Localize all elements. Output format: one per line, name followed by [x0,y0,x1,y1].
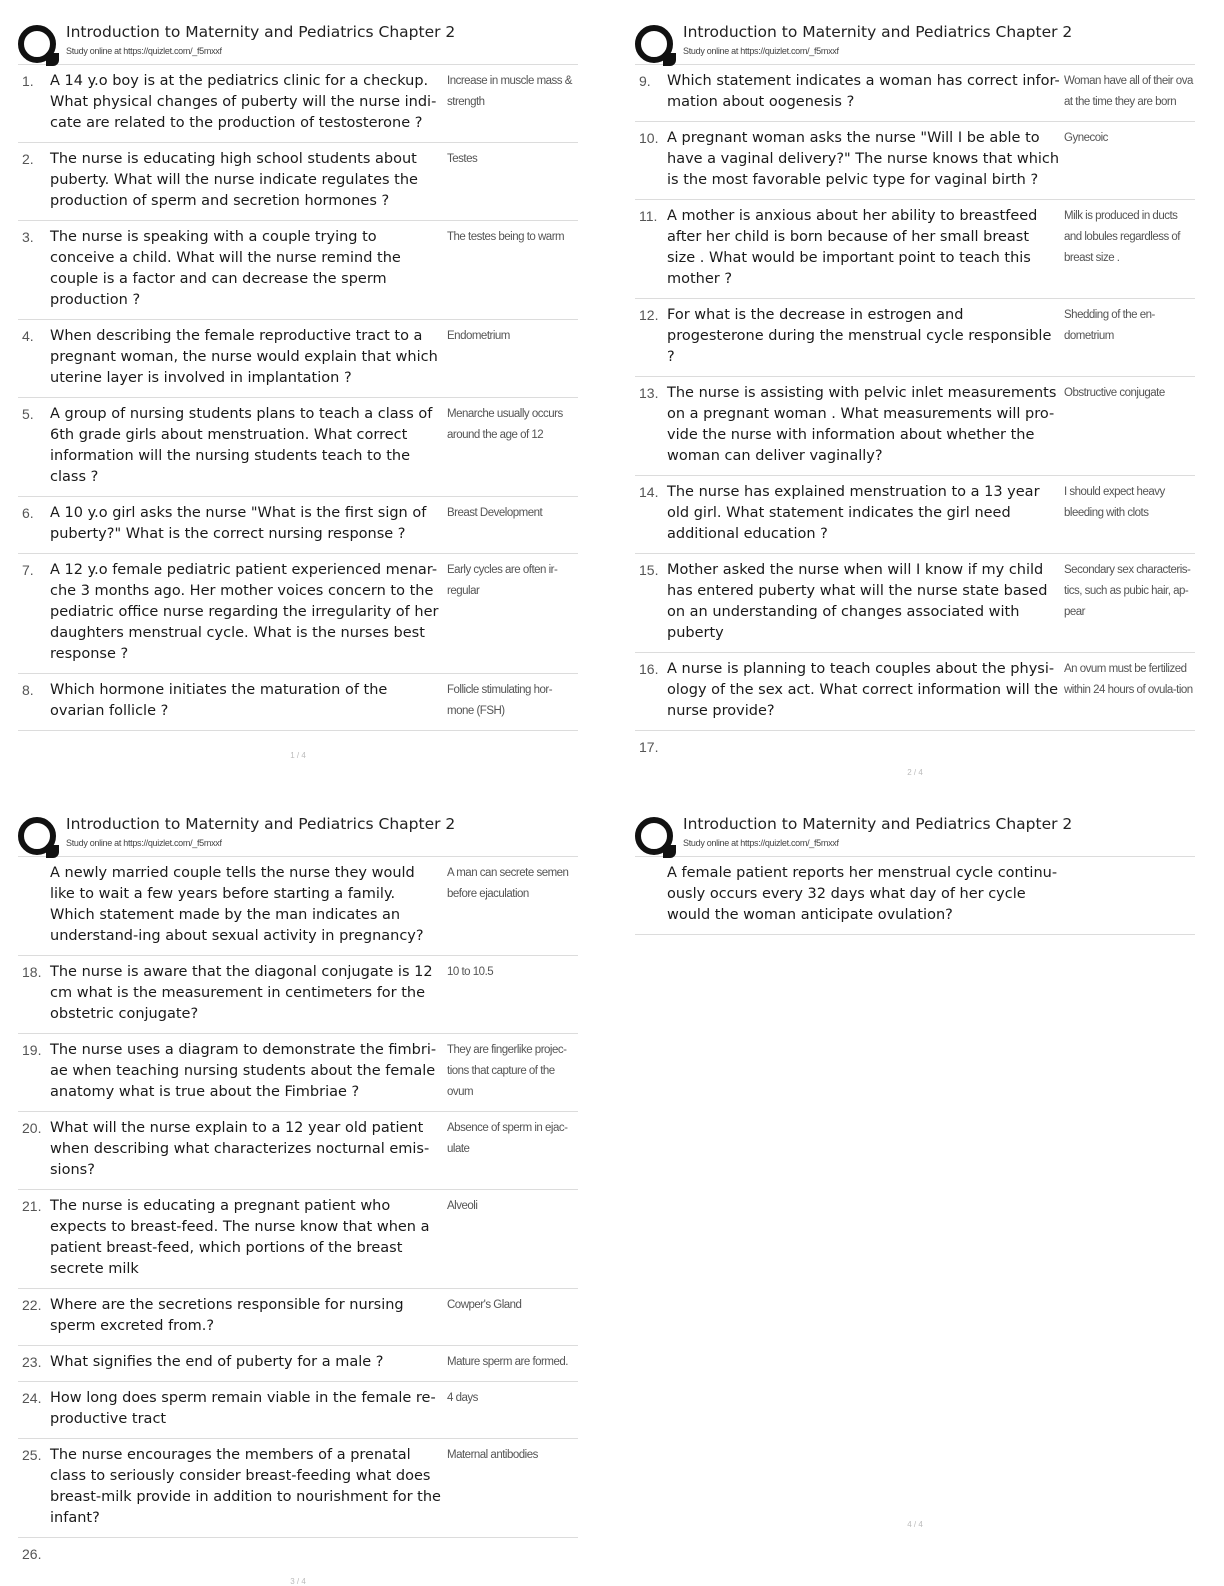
question-row [635,653,1195,731]
question-row [635,554,1195,653]
question-list [18,64,578,731]
quizlet-logo-icon [18,817,56,855]
question-number: 12. [639,307,659,323]
answer-text: 10 to 10.5 [447,966,494,978]
question-number: 22. [22,1297,42,1313]
question-number: 7. [22,562,34,578]
question-text: How long does sperm remain viable in the female re-productive tract [50,1390,436,1427]
question-text: When describing the female reproductive tract to a pregnant woman, the nurse would explain that which uterine layer is involved in implantation ? [50,328,438,386]
question-text: The nurse uses a diagram to demonstrate the fimbri-ae when teaching nursing students about the female anatomy what is true about the Fimbriae ? [50,1042,437,1100]
answer-text: Menarche usually occurs around the age of 12 [447,408,563,441]
question-text: A 14 y.o boy is at the pediatrics clinic for a checkup. What physical changes of puberty will the nurse indi-cate are related to the production of testosterone ? [50,73,437,131]
page-number: 3 / 4 [290,1577,306,1586]
question-text: The nurse is educating high school students about puberty. What will the nurse indicate regulates the production of sperm and secretion hormones ? [50,151,418,209]
answer-text: Mature sperm are formed. [447,1356,568,1368]
question-row-continued [635,856,1195,935]
question-number: 20. [22,1120,42,1136]
question-number: 9. [639,73,651,89]
question-number: 2. [22,151,34,167]
answer-text: I should expect heavy bleeding with clots [1064,486,1165,519]
question-list [635,64,1195,764]
question-text: The nurse is assisting with pelvic inlet measurements on a pregnant woman . What measurements will pro-vide the nurse with information about whether the woman can deliver vaginally? [667,385,1057,464]
question-row [18,1439,578,1538]
question-text: A female patient reports her menstrual cycle continu-ously occurs every 32 days what day of her cycle would the woman anticipate ovulation? [667,865,1058,923]
study-link[interactable]: Study online at https://quizlet.com/_f5mxxf [66,46,222,56]
document-page-2 [635,20,1195,777]
study-link[interactable]: Study online at https://quizlet.com/_f5mxxf [683,838,839,848]
question-row [635,64,1195,122]
question-text: The nurse encourages the members of a prenatal class to seriously consider breast-feeding what does breast-milk provide in addition to nourishment for the infant? [50,1447,441,1526]
question-text: The nurse is educating a pregnant patient who expects to breast-feed. The nurse know that when a patient breast-feed, which portions of the breast secrete milk [50,1198,430,1277]
answer-text: Obstructive conjugate [1064,387,1165,399]
answer-text: An ovum must be fertilized within 24 hours of ovula-tion [1064,663,1193,696]
question-row [18,554,578,674]
question-number: 18. [22,964,42,980]
question-number: 21. [22,1198,42,1214]
answer-text: Breast Development [447,507,543,519]
question-text: A mother is anxious about her ability to breastfeed after her child is born because of her small breast size . What would be important point to teach this mother ? [667,208,1038,287]
question-number: 26. [22,1546,42,1562]
question-number: 6. [22,505,34,521]
question-text: A newly married couple tells the nurse they would like to wait a few years before starting a family. Which statement made by the man indicates an understand-ing about sexual activity in pregnancy? [50,865,424,944]
answer-text: Increase in muscle mass & strength [447,75,572,108]
question-number: 23. [22,1354,42,1370]
page-title: Introduction to Maternity and Pediatrics Chapter 2 [683,815,1073,833]
page-header [635,20,1195,64]
page-header [635,812,1195,856]
answer-text: Woman have all of their ova at the time they are born [1064,75,1193,108]
document-page-4 [635,812,1195,1529]
answer-text: They are fingerlike projec-tions that capture of the ovum [447,1044,567,1098]
question-row [635,122,1195,200]
question-text: Where are the secretions responsible for nursing sperm excreted from.? [50,1297,404,1334]
quizlet-logo-icon [18,25,56,63]
question-row [635,200,1195,299]
answer-text: Milk is produced in ducts and lobules regardless of breast size . [1064,210,1180,264]
page-header [18,812,578,856]
answer-text: Secondary sex characteris-tics, such as pubic hair, ap-pear [1064,564,1191,618]
quizlet-logo-icon [635,25,673,63]
question-number: 24. [22,1390,42,1406]
question-text: The nurse is aware that the diagonal conjugate is 12 cm what is the measurement in centimeters for the obstetric conjugate? [50,964,433,1022]
answer-text: Endometrium [447,330,510,342]
page-header [18,20,578,64]
document-page-3 [18,812,578,1586]
question-row [18,1112,578,1190]
question-text: A 10 y.o girl asks the nurse "What is the first sign of puberty?" What is the correct nursing response ? [50,505,427,542]
answer-text: 4 days [447,1392,478,1404]
answer-text: The testes being to warm [447,231,565,243]
answer-text: Maternal antibodies [447,1449,538,1461]
question-number: 11. [639,208,658,224]
question-number: 3. [22,229,34,245]
question-number: 19. [22,1042,42,1058]
quizlet-logo-icon [635,817,673,855]
study-link[interactable]: Study online at https://quizlet.com/_f5mxxf [683,46,839,56]
question-number: 16. [639,661,659,677]
document-page-1 [18,20,578,760]
question-text: A nurse is planning to teach couples about the physi-ology of the sex act. What correct information will the nurse provide? [667,661,1059,719]
continuation-row [635,731,1195,764]
question-text: A 12 y.o female pediatric patient experienced menar-che 3 months ago. Her mother voices concern to the pediatric office nurse regarding the irregularity of her daughters menstrual cycle. What is the nurses best response ? [50,562,439,662]
question-row [18,497,578,554]
page-number: 2 / 4 [907,768,923,777]
question-row [18,320,578,398]
question-number: 25. [22,1447,42,1463]
question-text: A group of nursing students plans to teach a class of 6th grade girls about menstruation. What correct information will the nursing students teach to the class ? [50,406,433,485]
question-row [18,221,578,320]
question-text: A pregnant woman asks the nurse "Will I be able to have a vaginal delivery?" The nurse knows that which is the most favorable pelvic type for vaginal birth ? [667,130,1060,188]
question-row [18,1289,578,1346]
question-text: What signifies the end of puberty for a male ? [50,1354,384,1370]
question-list [18,856,578,1571]
continuation-row [18,1538,578,1571]
answer-text: Early cycles are often ir-regular [447,564,558,597]
question-row [635,299,1195,377]
question-row [18,143,578,221]
question-row [18,956,578,1034]
answer-text: Gynecoic [1064,132,1108,144]
question-text: What will the nurse explain to a 12 year old patient when describing what characterizes nocturnal emis-sions? [50,1120,430,1178]
answer-text: Testes [447,153,478,165]
question-text: For what is the decrease in estrogen and progesterone during the menstrual cycle responsible ? [667,307,1052,365]
question-row [18,1190,578,1289]
page-title: Introduction to Maternity and Pediatrics Chapter 2 [683,23,1073,41]
question-number: 10. [639,130,659,146]
question-number: 4. [22,328,34,344]
answer-text: Follicle stimulating hor-mone (FSH) [447,684,553,717]
question-row [18,1346,578,1382]
page-title: Introduction to Maternity and Pediatrics Chapter 2 [66,815,456,833]
study-link[interactable]: Study online at https://quizlet.com/_f5mxxf [66,838,222,848]
question-text: The nurse is speaking with a couple trying to conceive a child. What will the nurse remind the couple is a factor and can decrease the sperm production ? [50,229,401,308]
page-number: 1 / 4 [290,751,306,760]
answer-text: Shedding of the en-dometrium [1064,309,1155,342]
question-row [18,1382,578,1439]
question-row [18,64,578,143]
answer-text: Cowper's Gland [447,1299,522,1311]
question-number: 5. [22,406,34,422]
question-row [18,1034,578,1112]
page-title: Introduction to Maternity and Pediatrics Chapter 2 [66,23,456,41]
question-text: Which statement indicates a woman has correct infor-mation about oogenesis ? [667,73,1060,110]
question-number: 13. [639,385,659,401]
question-text: The nurse has explained menstruation to a 13 year old girl. What statement indicates the girl need additional education ? [667,484,1040,542]
question-number: 8. [22,682,34,698]
answer-text: Alveoli [447,1200,478,1212]
question-text: Which hormone initiates the maturation of the ovarian follicle ? [50,682,388,719]
page-number: 4 / 4 [907,1520,923,1529]
question-list [635,856,1195,935]
question-number: 17. [639,739,659,755]
answer-text: Absence of sperm in ejac-ulate [447,1122,568,1155]
question-row [635,476,1195,554]
question-number: 1. [22,73,34,89]
question-row [18,674,578,731]
question-row-continued [18,856,578,956]
question-text: Mother asked the nurse when will I know if my child has entered puberty what will the nurse state based on an understanding of changes associated with puberty [667,562,1048,641]
answer-text: A man can secrete semen before ejaculation [447,867,569,900]
question-number: 15. [639,562,659,578]
question-row [18,398,578,497]
question-number: 14. [639,484,659,500]
question-row [635,377,1195,476]
answer-text [1060,863,1195,926]
